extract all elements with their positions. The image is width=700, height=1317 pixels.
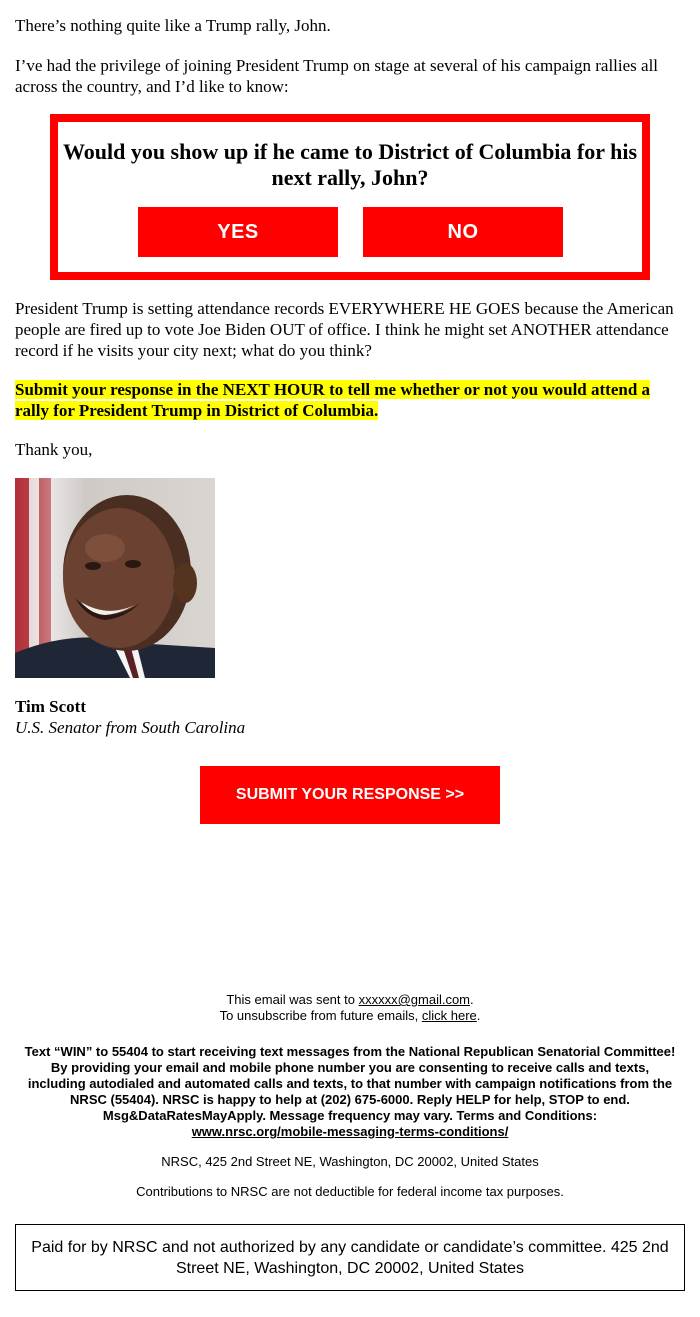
highlight-text: Submit your response in the NEXT HOUR to tell me whether or not you would attend a rally for President Trump in District of Columbia.: [15, 380, 651, 420]
contributions-notice: Contributions to NRSC are not deductible for federal income tax purposes.: [136, 1184, 564, 1199]
unsub-prefix: To unsubscribe from future emails,: [219, 1008, 422, 1023]
sent-prefix: This email was sent to: [226, 992, 359, 1007]
text-notice-body: Text “WIN” to 55404 to start receiving text messages from the National Republican Senatorial Committee! By providing your email and mobile phone number you are consenting to receive calls and texts, including autodialed and automated calls and texts, to that number with campaign notifications from the NRSC (55404). NRSC is happy to help at (202) 675-6000. Reply HELP for help, STOP to end. Msg&DataRatesMayApply. Message frequency may vary. Terms and Conditions:: [24, 1044, 676, 1123]
records-paragraph: President Trump is setting attendance records EVERYWHERE HE GOES because the American people are fired up to vote Joe Biden OUT of office. I think he might set ANOTHER attendance record if he visits your city next; what do you think?: [15, 299, 674, 360]
yes-button[interactable]: YES: [138, 207, 338, 257]
sent-line: [15, 992, 685, 1008]
sent-suffix: .: [470, 992, 474, 1007]
highlight-paragraph: [15, 379, 685, 421]
closing-text: Thank you,: [15, 440, 93, 459]
senator-portrait: [15, 478, 215, 678]
paid-for-disclaimer: Paid for by NRSC and not authorized by any candidate or candidate’s committee. 425 2nd Street NE, Washington, DC 20002, United States: [15, 1224, 685, 1291]
recipient-email-link[interactable]: xxxxxx@gmail.com: [358, 992, 471, 1007]
greeting-text: There’s nothing quite like a Trump rally, John.: [15, 16, 331, 35]
unsubscribe-link[interactable]: click here: [421, 1008, 477, 1023]
portrait-image: [15, 478, 215, 678]
footer-address: NRSC, 425 2nd Street NE, Washington, DC 20002, United States: [161, 1154, 539, 1169]
signature-name: Tim Scott: [15, 697, 86, 716]
footer-sent-notice: [15, 992, 685, 1024]
poll-question: Would you show up if he came to District of Columbia for his next rally, John?: [62, 139, 638, 190]
unsub-suffix: .: [476, 1008, 481, 1023]
intro-paragraph: I’ve had the privilege of joining President Trump on stage at several of his campaign rallies all across the country, and I’d like to know:: [15, 56, 659, 96]
poll-box: [50, 114, 650, 280]
unsubscribe-line: [15, 1008, 685, 1024]
no-button[interactable]: NO: [363, 207, 563, 257]
submit-response-button[interactable]: SUBMIT YOUR RESPONSE >>: [200, 766, 500, 824]
text-message-notice: [15, 1044, 685, 1140]
terms-link[interactable]: www.nrsc.org/mobile-messaging-terms-conditions/: [191, 1124, 509, 1139]
signature-title: U.S. Senator from South Carolina: [15, 718, 246, 737]
